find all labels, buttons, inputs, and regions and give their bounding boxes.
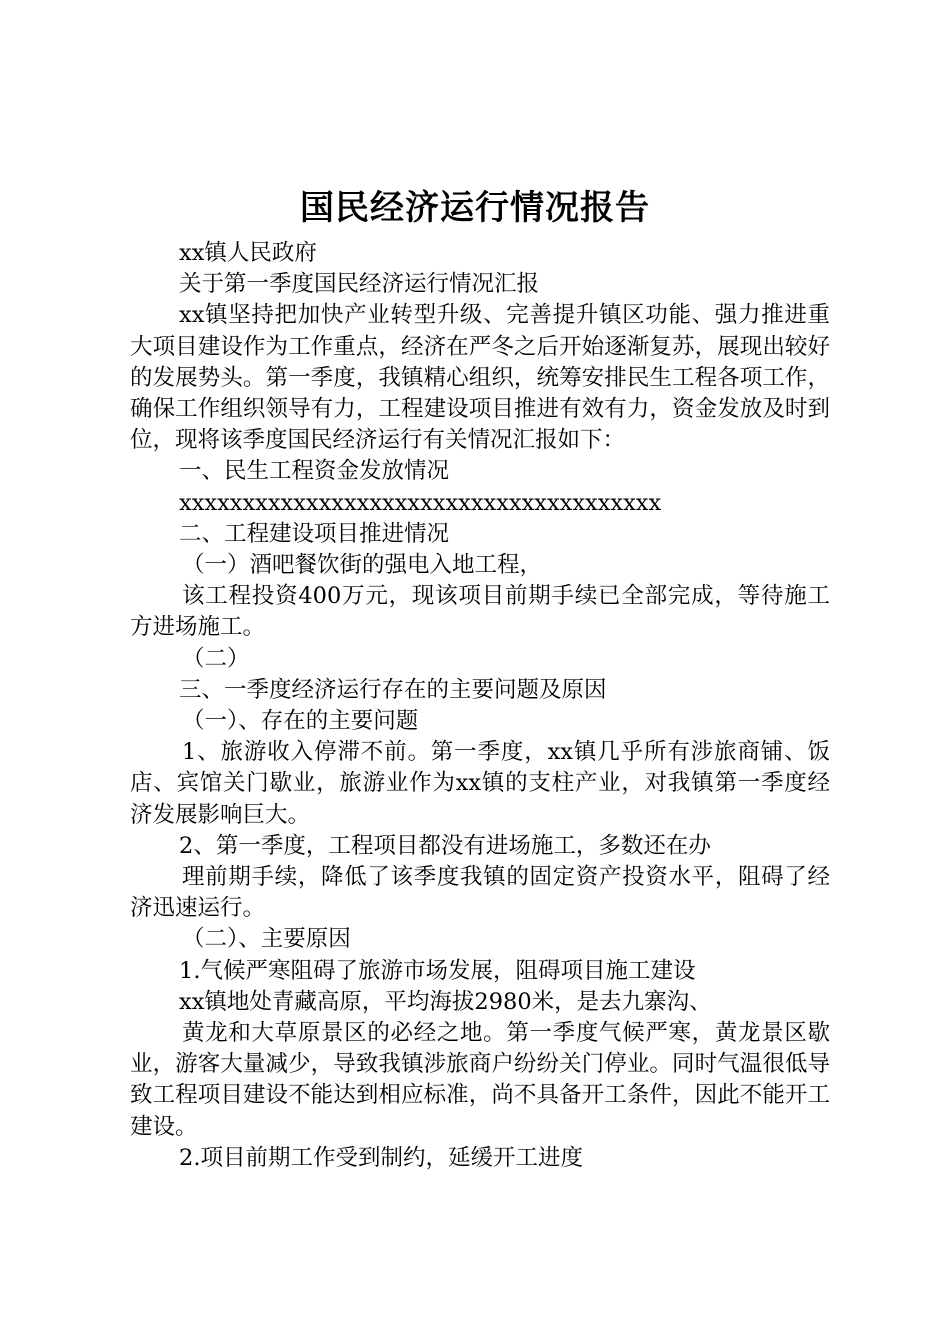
- paragraph: xxxxxxxxxxxxxxxxxxxxxxxxxxxxxxxxxxxxxx: [179, 489, 662, 516]
- subsection-heading: （一）酒吧餐饮街的强电入地工程，: [182, 552, 543, 579]
- subsection-heading: （一）、存在的主要问题: [182, 708, 419, 735]
- document-title: 国民经济运行情况报告: [300, 188, 650, 228]
- paragraph: 理前期手续，降低了该季度我镇的固定资产投资水平，阻碍了经济迅速运行。: [130, 864, 830, 922]
- paragraph: 1、旅游收入停滞不前。第一季度，xx镇几乎所有涉旅商铺、饭店、宾馆关门歇业，旅游业作为xx镇的支柱产业，对我镇第一季度经济发展影响巨大。: [130, 739, 830, 828]
- paragraph: 2、第一季度，工程项目都没有进场施工，多数还在办: [179, 832, 711, 859]
- subsection-heading: （二）: [182, 645, 250, 672]
- paragraph: 该工程投资400万元，现该项目前期手续已全部完成，等待施工方进场施工。: [130, 583, 830, 641]
- paragraph: xx镇坚持把加快产业转型升级、完善提升镇区功能、强力推进重大项目建设作为工作重点，经济在严冬之后开始逐渐复苏，展现出较好的发展势头。第一季度，我镇精心组织，统筹安排民生工程各项工作，确保工作组织领导有力，工程建设项目推进有效有力，资金发放及时到位，现将该季度国民经济运行有关情况汇报如下：: [130, 302, 830, 454]
- paragraph: 1.气候严寒阻碍了旅游市场发展，阻碍项目施工建设: [179, 957, 696, 984]
- section-heading: 三、一季度经济运行存在的主要问题及原因: [179, 676, 607, 703]
- paragraph: 黄龙和大草原景区的必经之地。第一季度气候严寒，黄龙景区歇业，游客大量减少，导致我镇涉旅商户纷纷关门停业。同时气温很低导致工程项目建设不能达到相应标准，尚不具备开工条件，因此不能开工建设。: [130, 1020, 830, 1140]
- paragraph: xx镇地处青藏高原，平均海拔2980米，是去九寨沟、: [179, 988, 712, 1015]
- paragraph: 2.项目前期工作受到制约，延缓开工进度: [179, 1144, 583, 1171]
- subsection-heading: （二）、主要原因: [182, 926, 351, 953]
- paragraph: xx镇人民政府: [179, 240, 317, 266]
- paragraph: 关于第一季度国民经济运行情况汇报: [179, 271, 540, 298]
- section-heading: 二、工程建设项目推进情况: [179, 520, 450, 547]
- section-heading: 一、民生工程资金发放情况: [179, 458, 450, 485]
- document-body: [130, 238, 830, 1174]
